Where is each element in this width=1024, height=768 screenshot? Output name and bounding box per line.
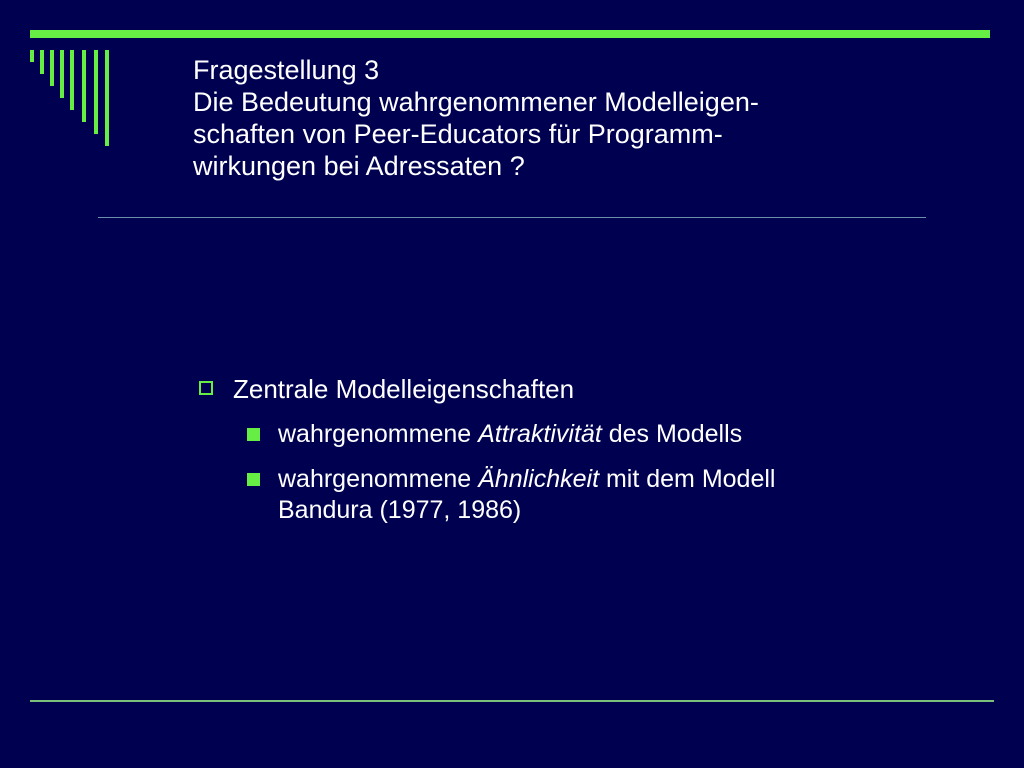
hollow-square-bullet-icon <box>199 381 213 395</box>
decorative-line <box>70 50 74 110</box>
bullet-level-1 <box>196 373 936 405</box>
item-emphasis: Ähnlichkeit <box>478 465 600 493</box>
title-divider <box>98 217 926 218</box>
bullet-level-2 <box>241 419 936 450</box>
decorative-line <box>40 50 44 74</box>
filled-square-bullet-icon <box>247 428 260 441</box>
top-accent-bar <box>30 30 990 38</box>
decorative-line <box>82 50 86 122</box>
title-line-4: wirkungen bei Adressaten ? <box>193 151 525 181</box>
slide-title <box>193 54 953 182</box>
item-suffix: mit dem Modell <box>599 465 776 493</box>
filled-square-bullet-icon <box>247 473 260 486</box>
bottom-divider <box>30 700 994 702</box>
decorative-line <box>30 50 34 62</box>
slide-content <box>196 373 936 526</box>
bullet-level-2 <box>241 464 936 526</box>
decorative-line <box>105 50 109 146</box>
title-line-3: schaften von Peer-Educators für Programm- <box>193 119 723 149</box>
item-suffix: des Modells <box>601 420 743 448</box>
decorative-line <box>94 50 98 134</box>
decorative-line <box>60 50 64 98</box>
item-prefix: wahrgenommene <box>278 465 479 493</box>
citation: Bandura (1977, 1986) <box>278 496 522 524</box>
heading-text: Zentrale Modelleigenschaften <box>233 374 575 404</box>
item-prefix: wahrgenommene <box>278 420 479 448</box>
title-line-1: Fragestellung 3 <box>193 55 380 85</box>
title-line-2: Die Bedeutung wahrgenommener Modelleigen- <box>193 87 759 117</box>
decorative-line <box>50 50 54 86</box>
item-emphasis: Attraktivität <box>478 420 602 448</box>
